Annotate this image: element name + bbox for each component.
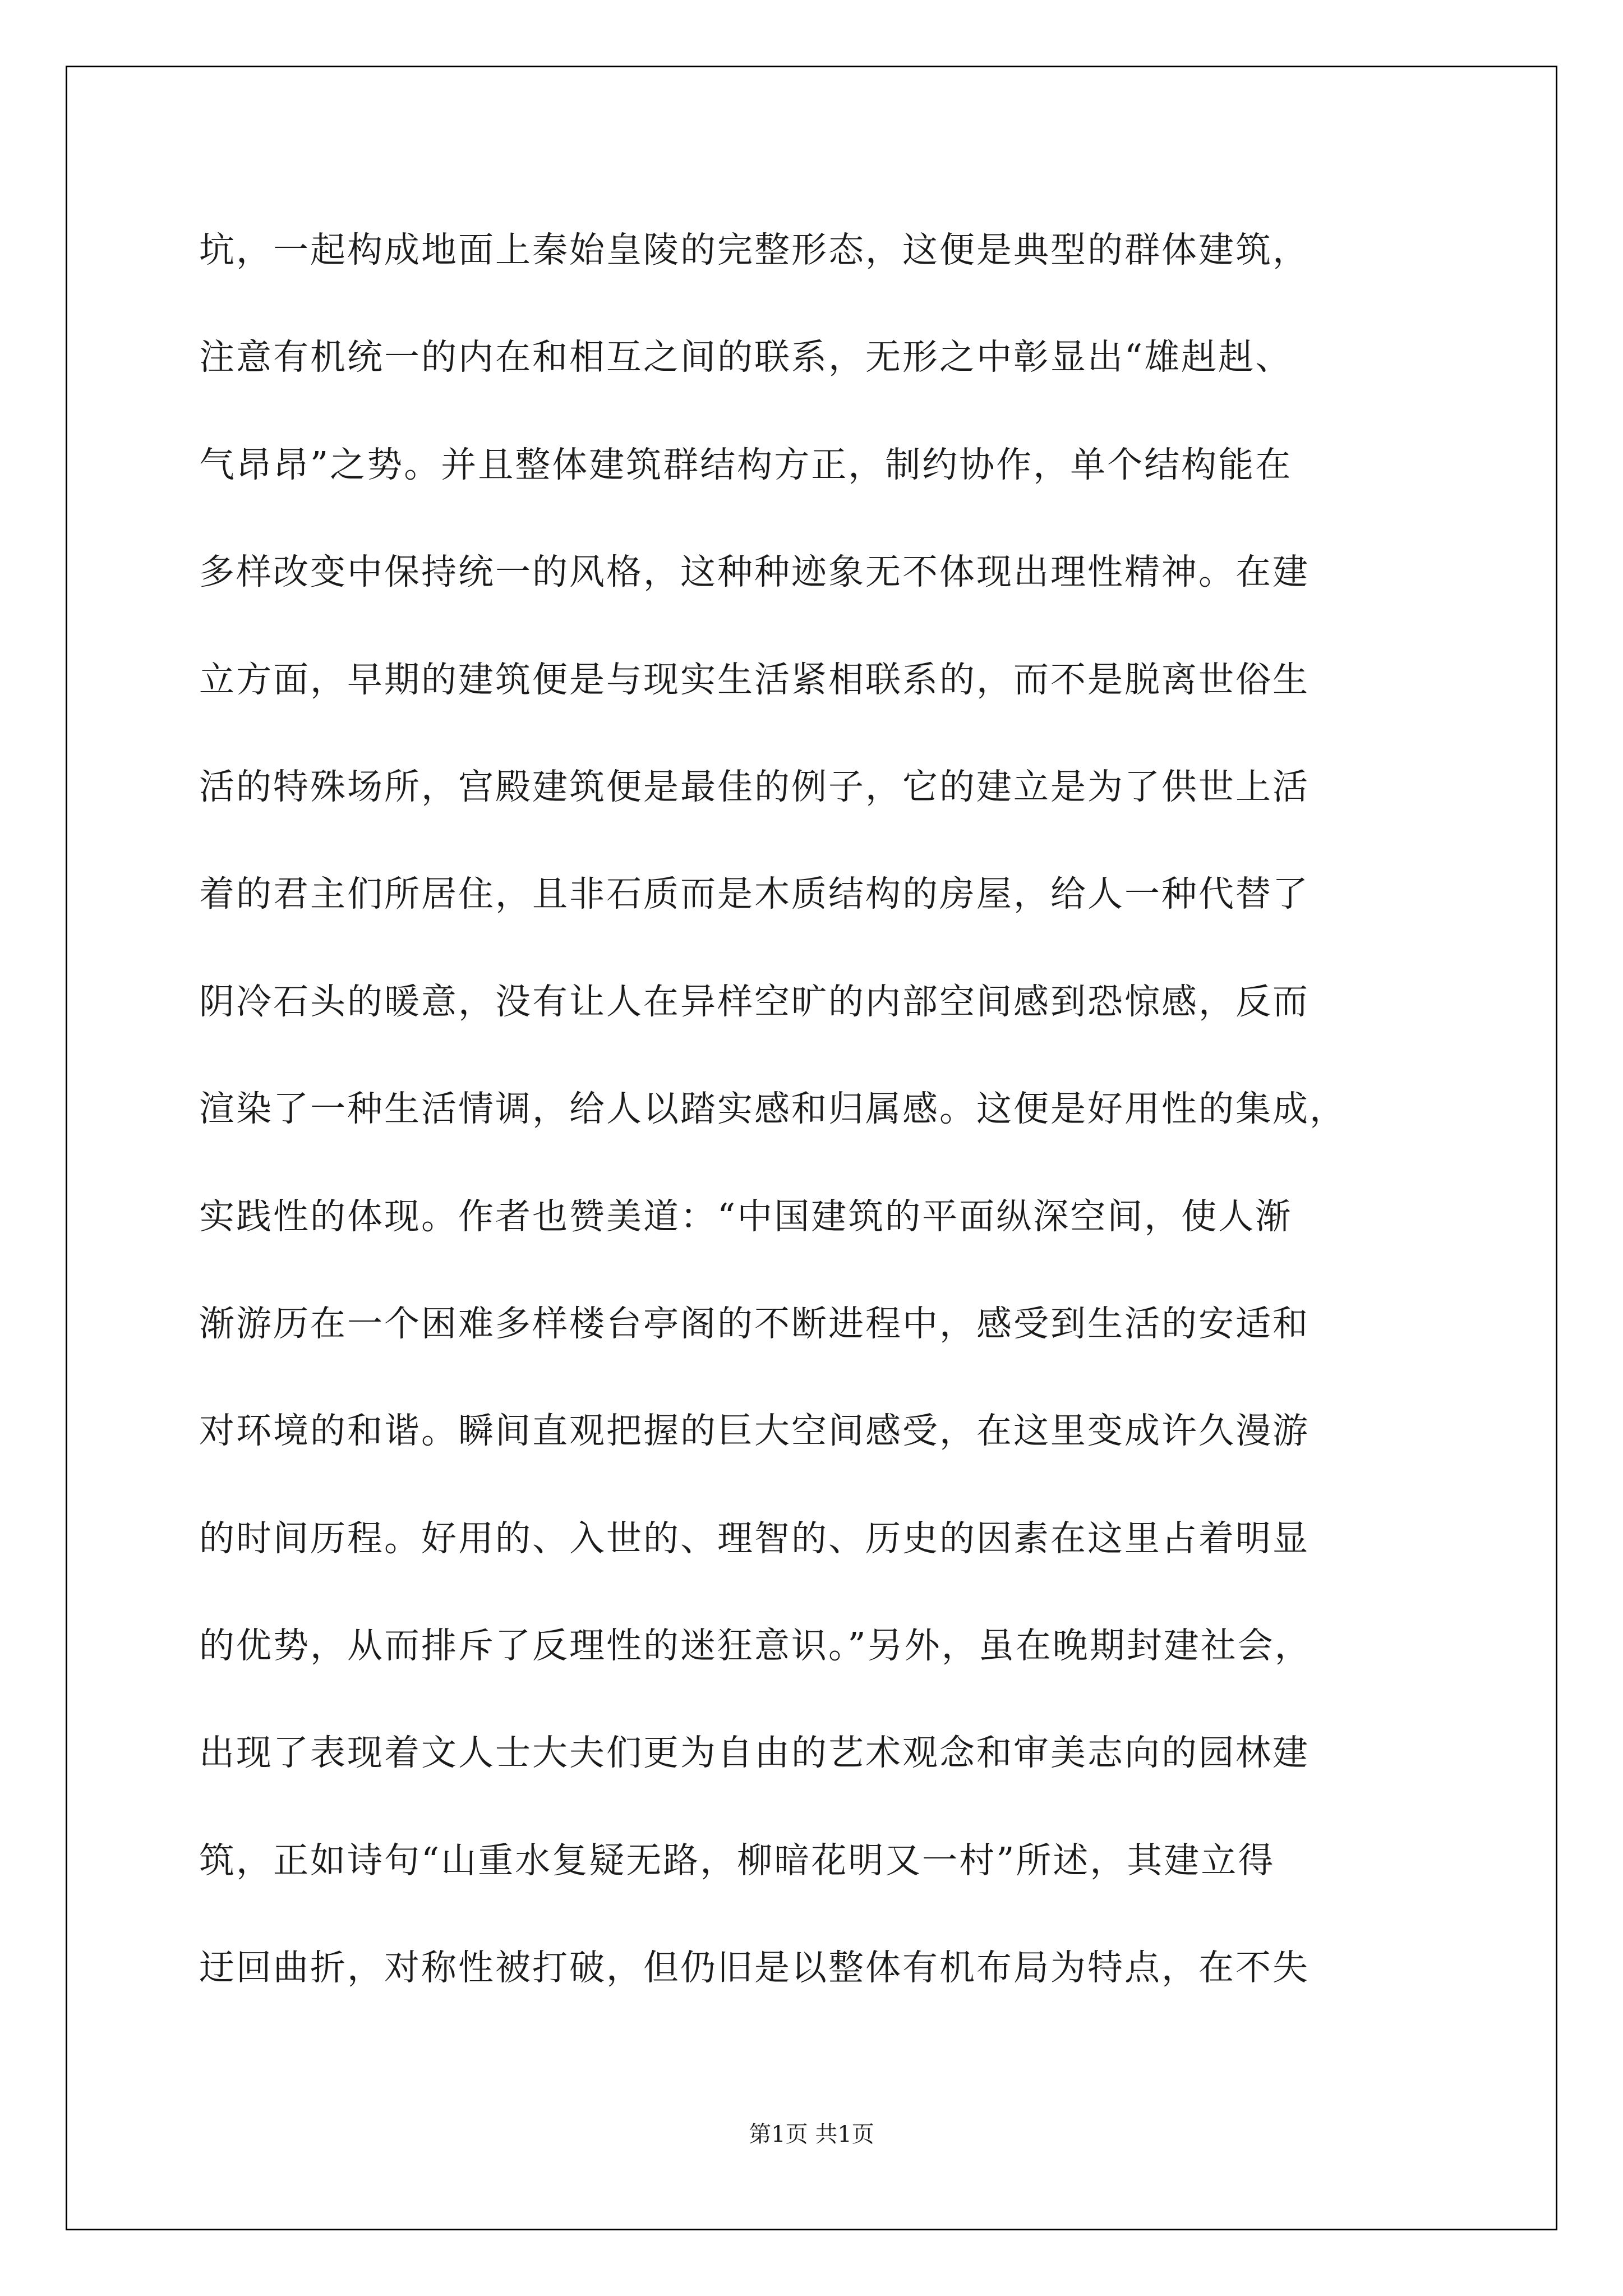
text-line: 坑，一起构成地面上秦始皇陵的完整形态，这便是典型的群体建筑，: [199, 229, 1310, 270]
text-line: 的优势，从而排斥了反理性的迷狂意识。”另外，虽在晚期封建社会，: [199, 1625, 1312, 1667]
text-line: 出现了表现着文人士大夫们更为自由的艺术观念和审美志向的园林建: [199, 1732, 1310, 1774]
text-line: 注意有机统一的内在和相互之间的联系，无形之中彰显出“雄赳赳、: [199, 337, 1293, 378]
text-line: 筑，正如诗句“山重水复疑无路，柳暗花明又一村”所述，其建立得: [199, 1839, 1275, 1881]
text-line: 立方面，早期的建筑便是与现实生活紧相联系的，而不是脱离世俗生: [199, 659, 1310, 700]
text-line: 多样改变中保持统一的风格，这种种迹象无不体现出理性精神。在建: [199, 551, 1310, 593]
text-line: 渲染了一种生活情调，给人以踏实感和归属感。这便是好用性的集成，: [199, 1088, 1347, 1130]
page-number-footer: 第1页 共1页: [749, 2122, 874, 2147]
text-line: 对环境的和谐。瞬间直观把握的巨大空间感受，在这里变成许久漫游: [199, 1410, 1310, 1452]
text-line: 迂回曲折，对称性被打破，但仍旧是以整体有机布局为特点，在不失: [199, 1947, 1310, 1989]
text-line: 阴冷石头的暖意，没有让人在异样空旷的内部空间感到恐惊感，反而: [199, 981, 1310, 1022]
text-line: 的时间历程。好用的、入世的、理智的、历史的因素在这里占着明显: [199, 1517, 1310, 1559]
text-line: 渐游历在一个困难多样楼台亭阁的不断进程中，感受到生活的安适和: [199, 1303, 1310, 1344]
text-line: 活的特殊场所，宫殿建筑便是最佳的例子，它的建立是为了供世上活: [199, 766, 1310, 807]
body-text: [199, 196, 1489, 2022]
text-line: 实践性的体现。作者也赞美道：“中国建筑的平面纵深空间，使人渐: [199, 1195, 1293, 1237]
text-line: 气昂昂”之势。并且整体建筑群结构方正，制约协作，单个结构能在: [199, 444, 1293, 485]
text-line: 着的君主们所居住，且非石质而是木质结构的房屋，给人一种代替了: [199, 873, 1310, 915]
